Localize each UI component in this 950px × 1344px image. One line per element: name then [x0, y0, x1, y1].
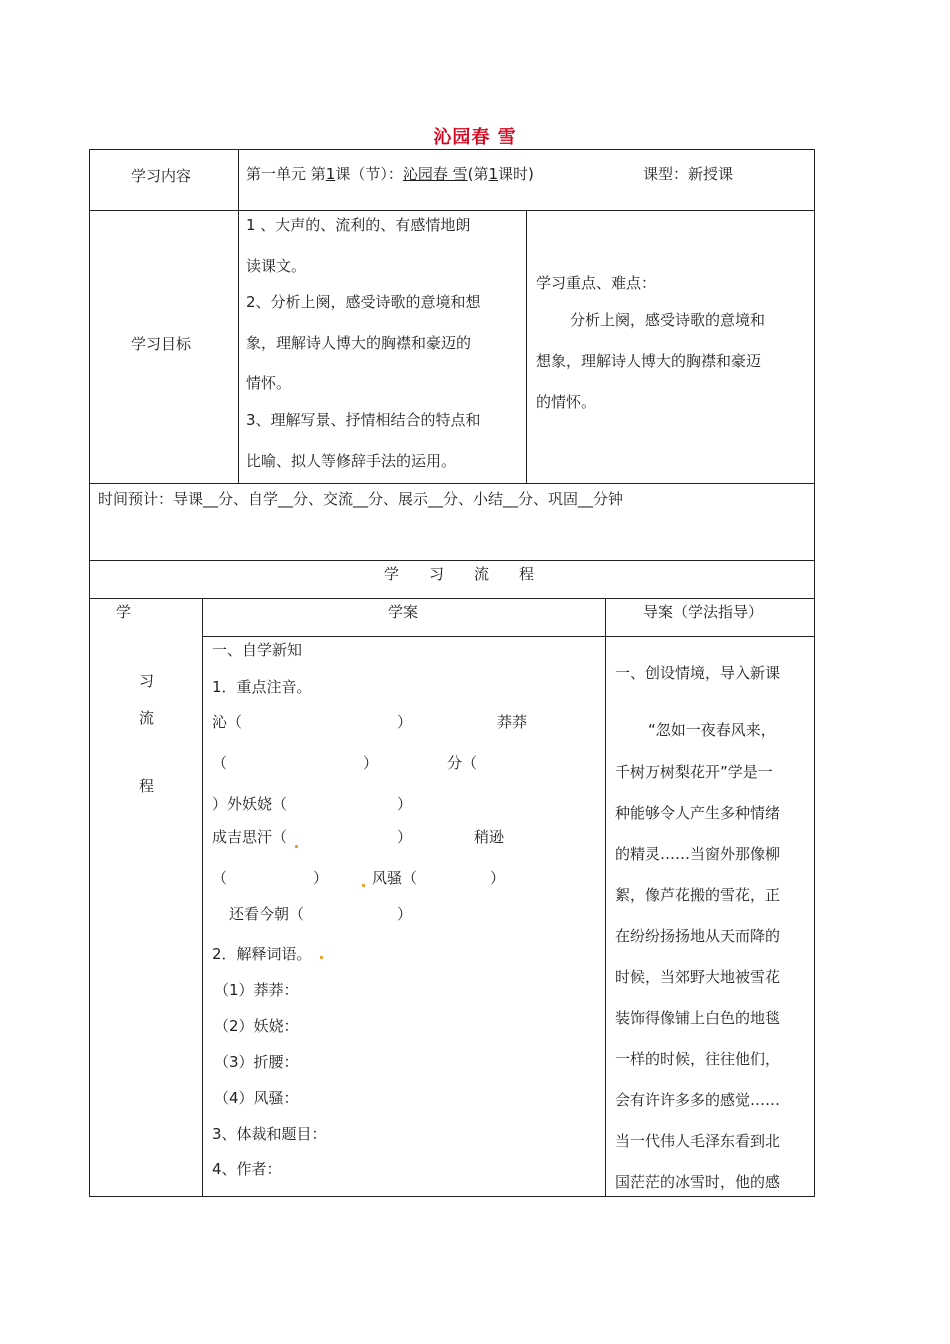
- vocab-item: （4）风骚：: [214, 1089, 299, 1107]
- flow-side-char: 习: [139, 672, 155, 690]
- content-label: 学习内容: [131, 167, 192, 185]
- guide-line: 种能够令人产生多种情绪: [615, 804, 781, 822]
- pinyin-blank-open: （: [212, 869, 228, 887]
- pinyin-word: 稍逊: [474, 828, 505, 846]
- guide-line: 的精灵……当窗外那像柳: [615, 845, 781, 863]
- vocab-item: （3）折腰：: [214, 1053, 299, 1071]
- flow-side-char: 流: [139, 709, 155, 727]
- pinyin-word: 风骚（: [372, 869, 418, 887]
- pinyin-blank-close: ）: [363, 754, 379, 772]
- pinyin-blank-close: ）: [397, 905, 413, 923]
- case-section-1: 一、自学新知: [212, 641, 303, 659]
- guide-line: 会有许许多多的感觉……: [615, 1091, 781, 1109]
- content-lesson-title: 沁园春 雪: [402, 165, 468, 183]
- pinyin-word: 莽莽: [497, 713, 528, 731]
- goal-line: 读课文。: [246, 257, 307, 275]
- annotation-mark: [320, 956, 323, 959]
- content-type: 课型：新授课: [643, 165, 734, 183]
- guide-line: 在纷纷扬扬地从天而降的: [615, 927, 781, 945]
- case-item-2: 2．解释词语。: [212, 945, 312, 963]
- focus-line: 分析上阕，感受诗歌的意境和: [570, 311, 766, 329]
- goal-label: 学习目标: [131, 335, 192, 353]
- guide-line: 一样的时候，往往他们，: [615, 1050, 781, 1068]
- content-period-open: (第: [467, 165, 489, 183]
- goal-line: 象，理解诗人博大的胸襟和豪迈的: [246, 334, 472, 352]
- content-line: [246, 164, 534, 184]
- goal-line: 3、理解写景、抒情相结合的特点和: [246, 411, 481, 429]
- col-case-header: 学案: [388, 603, 419, 621]
- pinyin-blank: 沁（: [212, 713, 243, 731]
- pinyin-word: ）外妖娆（: [212, 795, 288, 813]
- content-lesson-number: 1: [325, 165, 336, 183]
- pinyin-blank-close: ）: [313, 869, 329, 887]
- flow-side-char: 学: [116, 603, 132, 621]
- focus-line: 的情怀。: [536, 393, 597, 411]
- flow-side-char: 程: [139, 777, 155, 795]
- pinyin-blank-close: ）: [397, 713, 413, 731]
- vocab-item: （2）妖娆：: [214, 1017, 299, 1035]
- focus-heading: 学习重点、难点：: [536, 274, 657, 292]
- focus-line: 想象，理解诗人博大的胸襟和豪迈: [536, 352, 762, 370]
- content-period-close: 课时): [498, 165, 534, 183]
- pinyin-blank-close: ）: [397, 828, 413, 846]
- case-item-3: 3、体裁和题目：: [212, 1125, 327, 1143]
- goal-line: 1 、大声的、流利的、有感情地朗: [246, 216, 471, 234]
- goal-line: 比喻、拟人等修辞手法的运用。: [246, 452, 457, 470]
- pinyin-word: 分（: [447, 754, 478, 772]
- guide-line: 时候，当郊野大地被雪花: [615, 968, 781, 986]
- pinyin-blank-open: （: [212, 754, 228, 772]
- content-unit: 第一单元 第: [246, 165, 326, 183]
- flow-heading: 学 习 流 程: [384, 565, 535, 583]
- guide-line: 絮，像芦花搬的雪花，正: [615, 886, 781, 904]
- col-guide-header: 导案（学法指导）: [643, 603, 764, 621]
- content-mid: 课（节）：: [335, 165, 403, 183]
- guide-line: “忽如一夜春风来，: [648, 721, 776, 739]
- time-plan: 时间预计：导课__分、自学__分、交流__分、展示__分、小结__分、巩固__分钟: [98, 490, 624, 508]
- case-item-1: 1．重点注音。: [212, 678, 312, 696]
- guide-line: 当一代伟人毛泽东看到北: [615, 1132, 781, 1150]
- guide-heading: 一、创设情境，导入新课: [615, 664, 781, 682]
- guide-line: 装饰得像铺上白色的地毯: [615, 1009, 781, 1027]
- annotation-mark: [295, 845, 298, 848]
- pinyin-word: 还看今朝（: [229, 905, 305, 923]
- guide-line: 千树万树梨花开”学是一: [615, 763, 773, 781]
- pinyin-blank-close: ）: [490, 869, 506, 887]
- pinyin-word: 成吉思汗（: [212, 828, 288, 846]
- vocab-item: （1）莽莽：: [214, 981, 299, 999]
- pinyin-blank-close: ）: [397, 795, 413, 813]
- document-title: 沁园春 雪: [433, 127, 517, 148]
- guide-line: 国茫茫的冰雪时，他的感: [615, 1173, 781, 1191]
- case-item-4: 4、作者：: [212, 1160, 282, 1178]
- goal-line: 情怀。: [246, 374, 292, 392]
- annotation-mark: [362, 884, 365, 887]
- content-period-number: 1: [488, 165, 499, 183]
- goal-line: 2、分析上阕，感受诗歌的意境和想: [246, 293, 481, 311]
